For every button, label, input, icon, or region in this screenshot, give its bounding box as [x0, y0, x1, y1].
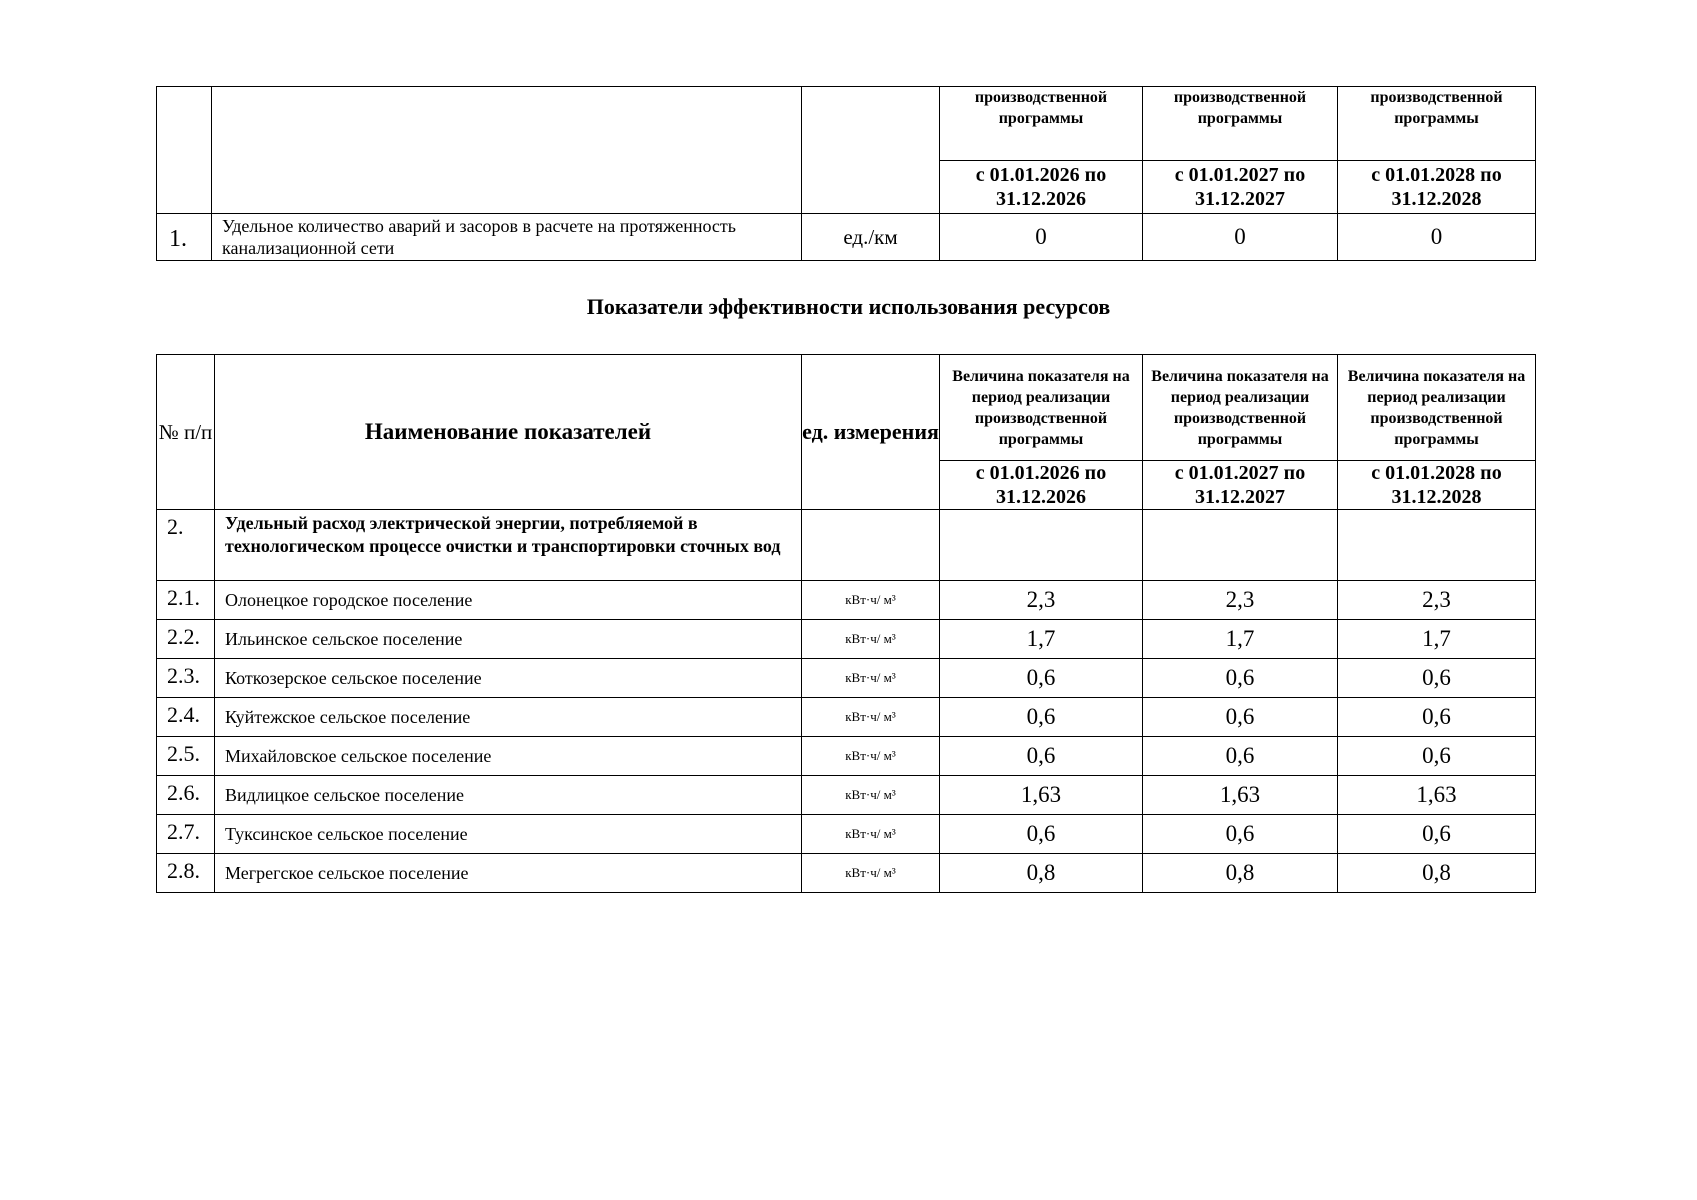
- row-unit: кВт·ч/ м³: [802, 776, 940, 815]
- row-value-2027: 0,6: [1143, 737, 1338, 776]
- row-unit: кВт·ч/ м³: [802, 659, 940, 698]
- resource-efficiency-table: [156, 354, 1536, 893]
- value-header: Величина показателя на период реализации производственной программы: [1143, 355, 1338, 461]
- row-name: Куйтежское сельское поселение: [215, 698, 802, 737]
- row-value-2028: 1,7: [1338, 620, 1536, 659]
- row-value-2027: 0,6: [1143, 815, 1338, 854]
- header-unit: ед. измерения: [802, 355, 940, 510]
- row-value-2028: 1,63: [1338, 776, 1536, 815]
- period-2027: с 01.01.2027 по 31.12.2027: [1143, 161, 1338, 214]
- group-name: Удельный расход электрической энергии, потребляемой в технологическом процессе очистки и транспортировки сточных вод: [215, 510, 802, 581]
- table-header-row: [157, 87, 1536, 161]
- empty-cell: [1338, 510, 1536, 581]
- row-unit: кВт·ч/ м³: [802, 737, 940, 776]
- row-unit: кВт·ч/ м³: [802, 698, 940, 737]
- row-number: 2.1.: [157, 581, 215, 620]
- row-value-2026: 0,6: [940, 815, 1143, 854]
- table-row: [157, 698, 1536, 737]
- value-header: Величина показателя на период реализации производственной программы: [1338, 355, 1536, 461]
- row-value-2027: 1,63: [1143, 776, 1338, 815]
- program-header: производственной программы: [940, 87, 1143, 161]
- period-2026: с 01.01.2026 по 31.12.2026: [940, 161, 1143, 214]
- row-name: Коткозерское сельское поселение: [215, 659, 802, 698]
- row-value-2028: 0,8: [1338, 854, 1536, 893]
- row-number: 2.7.: [157, 815, 215, 854]
- empty-cell: [802, 510, 940, 581]
- table-row: [157, 620, 1536, 659]
- row-value-2028: 0,6: [1338, 815, 1536, 854]
- group-number: 2.: [157, 510, 215, 581]
- row-value-2028: 0: [1338, 214, 1536, 261]
- group-row: [157, 510, 1536, 581]
- row-value-2028: 0,6: [1338, 659, 1536, 698]
- row-value-2026: 0,6: [940, 698, 1143, 737]
- row-unit: кВт·ч/ м³: [802, 581, 940, 620]
- row-value-2027: 1,7: [1143, 620, 1338, 659]
- row-value-2027: 0,8: [1143, 854, 1338, 893]
- empty-cell: [940, 510, 1143, 581]
- row-number: 1.: [157, 214, 212, 261]
- row-number: 2.2.: [157, 620, 215, 659]
- table-row: [157, 815, 1536, 854]
- table-row: [157, 854, 1536, 893]
- row-unit: ед./км: [802, 214, 940, 261]
- period-2028: с 01.01.2028 по 31.12.2028: [1338, 461, 1536, 510]
- table-row: [157, 737, 1536, 776]
- header-name: Наименование показателей: [215, 355, 802, 510]
- row-name: Удельное количество аварий и засоров в расчете на протяженность канализационной сети: [212, 214, 802, 261]
- program-header: производственной программы: [1143, 87, 1338, 161]
- row-value-2028: 2,3: [1338, 581, 1536, 620]
- table-row: [157, 214, 1536, 261]
- row-unit: кВт·ч/ м³: [802, 815, 940, 854]
- empty-num-cell: [157, 87, 212, 214]
- period-2028: с 01.01.2028 по 31.12.2028: [1338, 161, 1536, 214]
- row-value-2026: 2,3: [940, 581, 1143, 620]
- row-value-2028: 0,6: [1338, 698, 1536, 737]
- empty-name-cell: [212, 87, 802, 214]
- row-value-2027: 2,3: [1143, 581, 1338, 620]
- row-unit: кВт·ч/ м³: [802, 854, 940, 893]
- row-number: 2.6.: [157, 776, 215, 815]
- row-name: Мегрегское сельское поселение: [215, 854, 802, 893]
- row-value-2028: 0,6: [1338, 737, 1536, 776]
- table-row: [157, 659, 1536, 698]
- table-header-row: [157, 355, 1536, 461]
- continuation-table: [156, 86, 1536, 261]
- table-row: [157, 581, 1536, 620]
- table-row: [157, 776, 1536, 815]
- empty-unit-cell: [802, 87, 940, 214]
- row-name: Видлицкое сельское поселение: [215, 776, 802, 815]
- period-2027: с 01.01.2027 по 31.12.2027: [1143, 461, 1338, 510]
- row-value-2027: 0: [1143, 214, 1338, 261]
- row-name: Олонецкое городское поселение: [215, 581, 802, 620]
- row-value-2026: 1,7: [940, 620, 1143, 659]
- empty-cell: [1143, 510, 1338, 581]
- row-number: 2.8.: [157, 854, 215, 893]
- row-value-2026: 0,8: [940, 854, 1143, 893]
- value-header: Величина показателя на период реализации производственной программы: [940, 355, 1143, 461]
- row-name: Михайловское сельское поселение: [215, 737, 802, 776]
- row-value-2026: 0,6: [940, 659, 1143, 698]
- row-number: 2.5.: [157, 737, 215, 776]
- row-value-2026: 1,63: [940, 776, 1143, 815]
- settlement-rows: [157, 581, 1536, 893]
- row-name: Туксинское сельское поселение: [215, 815, 802, 854]
- row-value-2026: 0,6: [940, 737, 1143, 776]
- row-name: Ильинское сельское поселение: [215, 620, 802, 659]
- header-num: № п/п: [157, 355, 215, 510]
- row-number: 2.4.: [157, 698, 215, 737]
- row-unit: кВт·ч/ м³: [802, 620, 940, 659]
- row-value-2026: 0: [940, 214, 1143, 261]
- period-2026: с 01.01.2026 по 31.12.2026: [940, 461, 1143, 510]
- program-header: производственной программы: [1338, 87, 1536, 161]
- row-value-2027: 0,6: [1143, 698, 1338, 737]
- row-number: 2.3.: [157, 659, 215, 698]
- section-title: Показатели эффективности использования ресурсов: [586, 294, 1111, 319]
- row-value-2027: 0,6: [1143, 659, 1338, 698]
